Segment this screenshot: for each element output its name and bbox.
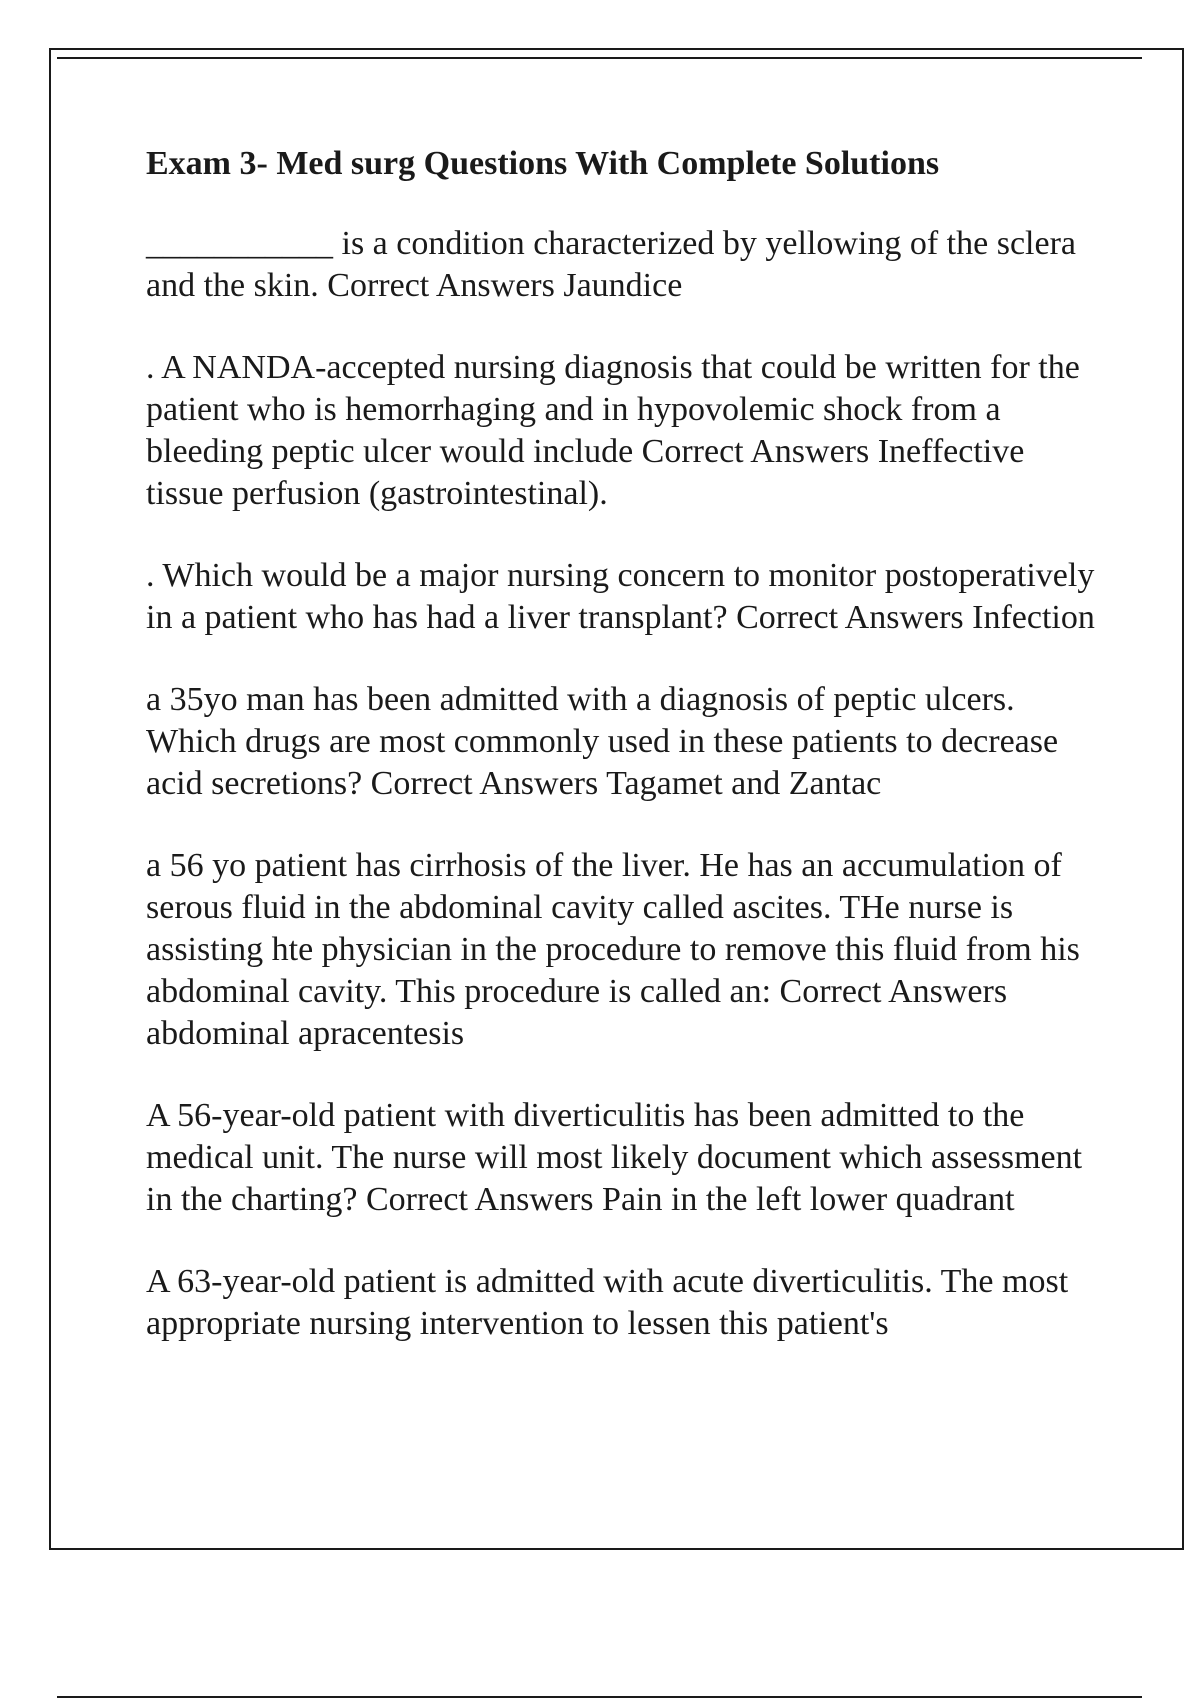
question-answer-3: . Which would be a major nursing concern to monitor postoperatively in a patient who has had a liver transplant? Correct Answers Infection bbox=[146, 557, 1095, 636]
question-answer-6: A 56-year-old patient with diverticulitis has been admitted to the medical unit. The nurse will most likely document which assessment in the charting? Correct Answers Pain in the left lower quadrant bbox=[146, 1097, 1083, 1218]
question-answer-4: a 35yo man has been admitted with a diagnosis of peptic ulcers. Which drugs are most commonly used in these patients to decrease acid secretions? Correct Answers Tagamet and Zantac bbox=[146, 681, 1059, 802]
question-answer-5: a 56 yo patient has cirrhosis of the liver. He has an accumulation of serous fluid in the abdominal cavity called ascites. THe nurse is assisting hte physician in the procedure to remove this fluid from his abdominal cavity. This procedure is called an: Correct Answers abdominal apracentesis bbox=[146, 847, 1080, 1052]
footer-rule bbox=[57, 1696, 1142, 1698]
document-title: Exam 3- Med surg Questions With Complete Solutions bbox=[146, 145, 940, 182]
document-body bbox=[146, 143, 1106, 1385]
header-rule bbox=[57, 57, 1142, 59]
question-answer-2: . A NANDA-accepted nursing diagnosis that could be written for the patient who is hemorrhaging and in hypovolemic shock from a bleeding peptic ulcer would include Correct Answers Ineffective tissue perfusion (gastrointestinal). bbox=[146, 349, 1080, 512]
question-answer-7: A 63-year-old patient is admitted with acute diverticulitis. The most appropriate nursing intervention to lessen this patient's bbox=[146, 1263, 1069, 1342]
question-answer-1: ___________ is a condition characterized by yellowing of the sclera and the skin. Correct Answers Jaundice bbox=[146, 225, 1076, 304]
